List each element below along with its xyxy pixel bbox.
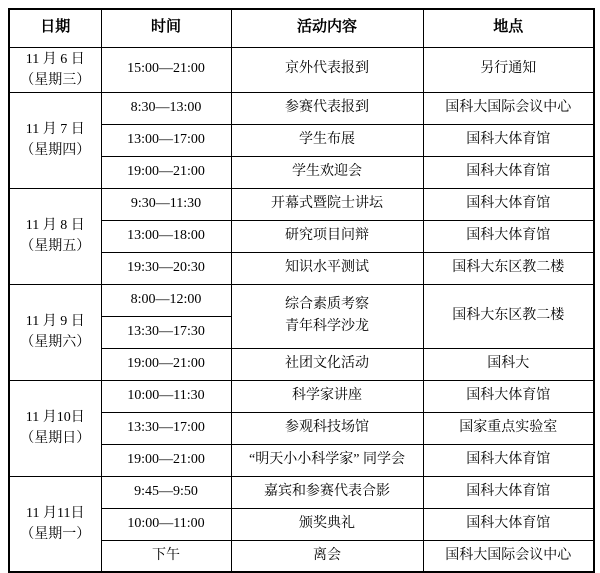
weekday-line: （星期一） bbox=[20, 526, 91, 542]
table-row bbox=[9, 92, 594, 124]
activity-cell: 京外代表报到 bbox=[231, 47, 423, 92]
activity-cell: 嘉宾和参赛代表合影 bbox=[231, 476, 423, 508]
date-line: 11 月11日 bbox=[26, 505, 85, 521]
table-row bbox=[9, 188, 594, 220]
activity-cell: 颁奖典礼 bbox=[231, 508, 423, 540]
time-cell: 15:00—21:00 bbox=[101, 47, 231, 92]
weekday-line: （星期四） bbox=[20, 143, 91, 158]
location-cell: 国科大国际会议中心 bbox=[423, 540, 594, 572]
col-header-date: 日期 bbox=[9, 9, 101, 47]
date-line: 11 月 6 日 bbox=[25, 51, 85, 67]
time-cell: 8:00—12:00 bbox=[101, 284, 231, 316]
activity-cell: 学生布展 bbox=[231, 124, 423, 156]
time-cell: 下午 bbox=[101, 540, 231, 572]
time-cell: 19:00—21:00 bbox=[101, 444, 231, 476]
location-cell: 国科大东区教二楼 bbox=[423, 252, 594, 284]
table-row bbox=[9, 476, 594, 508]
location-cell-merged: 国科大东区教二楼 bbox=[423, 284, 594, 348]
location-cell: 国科大体育馆 bbox=[423, 380, 594, 412]
time-cell: 19:30—20:30 bbox=[101, 252, 231, 284]
location-cell: 国科大体育馆 bbox=[423, 508, 594, 540]
location-cell: 国科大体育馆 bbox=[423, 444, 594, 476]
table-row bbox=[9, 47, 594, 92]
activity-cell: 参观科技场馆 bbox=[231, 412, 423, 444]
schedule-table bbox=[8, 8, 595, 573]
activity-line: 综合素质考察 bbox=[285, 296, 369, 312]
time-cell: 9:30—11:30 bbox=[101, 188, 231, 220]
activity-cell: 参赛代表报到 bbox=[231, 92, 423, 124]
time-cell: 10:00—11:00 bbox=[101, 508, 231, 540]
activity-cell: 研究项目问辩 bbox=[231, 220, 423, 252]
time-cell: 13:00—18:00 bbox=[101, 220, 231, 252]
weekday-line: （星期日） bbox=[20, 431, 91, 446]
date-line: 11 月 9 日 bbox=[25, 314, 85, 329]
location-cell: 国科大体育馆 bbox=[423, 188, 594, 220]
activity-cell: 知识水平测试 bbox=[231, 252, 423, 284]
col-header-location: 地点 bbox=[423, 9, 594, 47]
weekday-line: （星期五） bbox=[20, 239, 91, 254]
date-line: 11 月 8 日 bbox=[25, 218, 85, 233]
col-header-time: 时间 bbox=[101, 9, 231, 47]
time-cell: 9:45—9:50 bbox=[101, 476, 231, 508]
location-cell: 国家重点实验室 bbox=[423, 412, 594, 444]
activity-cell: 开幕式暨院士讲坛 bbox=[231, 188, 423, 220]
time-cell: 19:00—21:00 bbox=[101, 348, 231, 380]
time-cell: 13:00—17:00 bbox=[101, 124, 231, 156]
date-cell bbox=[9, 188, 101, 284]
location-cell: 国科大体育馆 bbox=[423, 156, 594, 188]
activity-cell: 社团文化活动 bbox=[231, 348, 423, 380]
table-row bbox=[9, 284, 594, 316]
time-cell: 19:00—21:00 bbox=[101, 156, 231, 188]
date-cell bbox=[9, 92, 101, 188]
location-cell: 国科大 bbox=[423, 348, 594, 380]
location-cell: 国科大体育馆 bbox=[423, 124, 594, 156]
date-line: 11 月 7 日 bbox=[25, 122, 85, 137]
header-row bbox=[9, 9, 594, 47]
time-cell: 13:30—17:00 bbox=[101, 412, 231, 444]
time-cell: 8:30—13:00 bbox=[101, 92, 231, 124]
date-cell bbox=[9, 476, 101, 572]
activity-cell: 离会 bbox=[231, 540, 423, 572]
activity-line: 青年科学沙龙 bbox=[285, 319, 369, 334]
date-cell bbox=[9, 284, 101, 380]
date-cell bbox=[9, 47, 101, 92]
date-line: 11 月10日 bbox=[25, 410, 85, 425]
activity-cell: 学生欢迎会 bbox=[231, 156, 423, 188]
location-cell: 国科大体育馆 bbox=[423, 476, 594, 508]
location-cell: 国科大体育馆 bbox=[423, 220, 594, 252]
weekday-line: （星期三） bbox=[20, 72, 91, 88]
col-header-activity: 活动内容 bbox=[231, 9, 423, 47]
location-cell: 国科大国际会议中心 bbox=[423, 92, 594, 124]
weekday-line: （星期六） bbox=[20, 335, 91, 350]
activity-cell-merged bbox=[231, 284, 423, 348]
table-row bbox=[9, 380, 594, 412]
activity-cell: 科学家讲座 bbox=[231, 380, 423, 412]
date-cell bbox=[9, 380, 101, 476]
location-cell: 另行通知 bbox=[423, 47, 594, 92]
activity-cell: “明天小小科学家” 同学会 bbox=[231, 444, 423, 476]
time-cell: 13:30—17:30 bbox=[101, 316, 231, 348]
time-cell: 10:00—11:30 bbox=[101, 380, 231, 412]
